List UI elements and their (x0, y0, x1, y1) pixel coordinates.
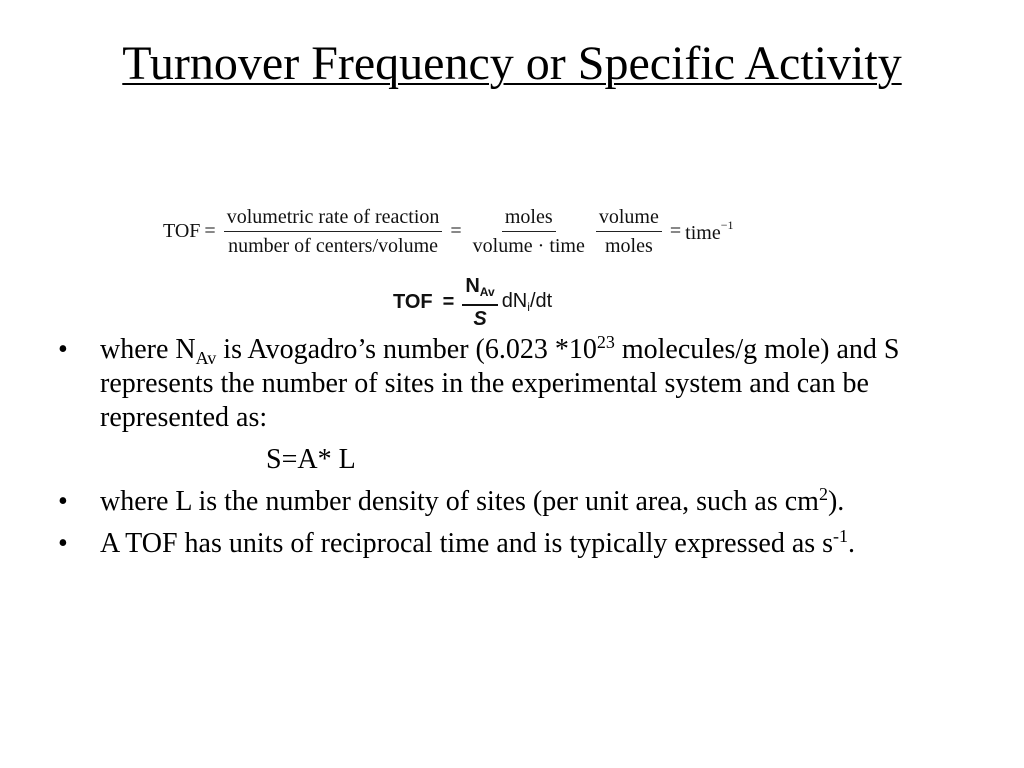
formula2-rhs (502, 290, 553, 314)
formula2-numerator-base: N (465, 274, 480, 297)
formula1-result-exponent: −1 (720, 217, 734, 232)
bullet-2-superscript: 2 (818, 484, 828, 504)
bullet-1-text-c: molecules/g mole) and S represents the number of sites in the experimental system and can be represented as: (100, 334, 900, 433)
tof-units-formula (163, 200, 733, 262)
bullet-2-text-c: ). (827, 486, 845, 517)
formula2-numerator-subscript: Av (479, 284, 495, 299)
bullet-1-subscript: Av (195, 348, 217, 368)
formula2-rhs-subscript: i (527, 300, 530, 314)
bullet-1-text-b: is Avogadro’s number (6.023 *10 (216, 334, 597, 365)
bullet-item-density (58, 485, 958, 519)
equation-s-equals-a-l: S=A* L (266, 444, 356, 475)
formula1-fraction-3-denominator: moles (604, 234, 653, 257)
formula2-numerator (462, 275, 497, 306)
formula2-fraction (462, 275, 497, 330)
formula2-rhs-dt: /dt (529, 290, 553, 312)
bullet-2-text-a: where L is the number density of sites (per unit area, such as cm (100, 486, 819, 517)
formula2-equals: = (442, 290, 455, 313)
formula1-fraction-2-denominator: volume · time (472, 234, 585, 257)
bullet-3-superscript: -1 (833, 526, 849, 546)
formula1-result-base: time (685, 221, 721, 244)
bullet-3-text-a: A TOF has units of reciprocal time and is typically expressed as s (100, 528, 834, 559)
bullet-item-avogadro (58, 333, 958, 435)
formula1-fraction-3 (596, 205, 662, 258)
formula1-equals-3: = (669, 219, 682, 242)
bullet-list (58, 333, 958, 569)
bullet-dot: • (58, 528, 68, 559)
tof-definition-formula (393, 274, 553, 330)
bullet-dot: • (58, 486, 68, 517)
bullet-1-text-a: where N (100, 334, 196, 365)
bullet-dot: • (58, 334, 68, 365)
formula1-fraction-3-numerator: volume (596, 205, 662, 232)
formula1-fraction-1-denominator: number of centers/volume (228, 234, 439, 257)
formula1-fraction-1-numerator: volumetric rate of reaction (224, 205, 443, 232)
bullet-3-text-c: . (848, 528, 856, 559)
formula1-fraction-1 (224, 205, 443, 258)
formula1-lhs: TOF (163, 219, 201, 242)
formula1-fraction-2-numerator: moles (502, 205, 556, 232)
formula2-lhs: TOF (393, 290, 433, 313)
formula1-result (685, 218, 733, 245)
formula2-rhs-dn: dN (501, 290, 528, 312)
formula2-denominator: S (473, 307, 487, 330)
formula1-equals-1: = (204, 219, 216, 242)
bullet-item-units (58, 527, 958, 561)
formula1-equals-2: = (450, 219, 462, 242)
formula1-fraction-2 (470, 205, 588, 258)
slide-title (100, 34, 924, 94)
bullet-1-superscript: 23 (596, 332, 615, 352)
slide-title-text: Turnover Frequency or Specific Activity (122, 37, 902, 90)
